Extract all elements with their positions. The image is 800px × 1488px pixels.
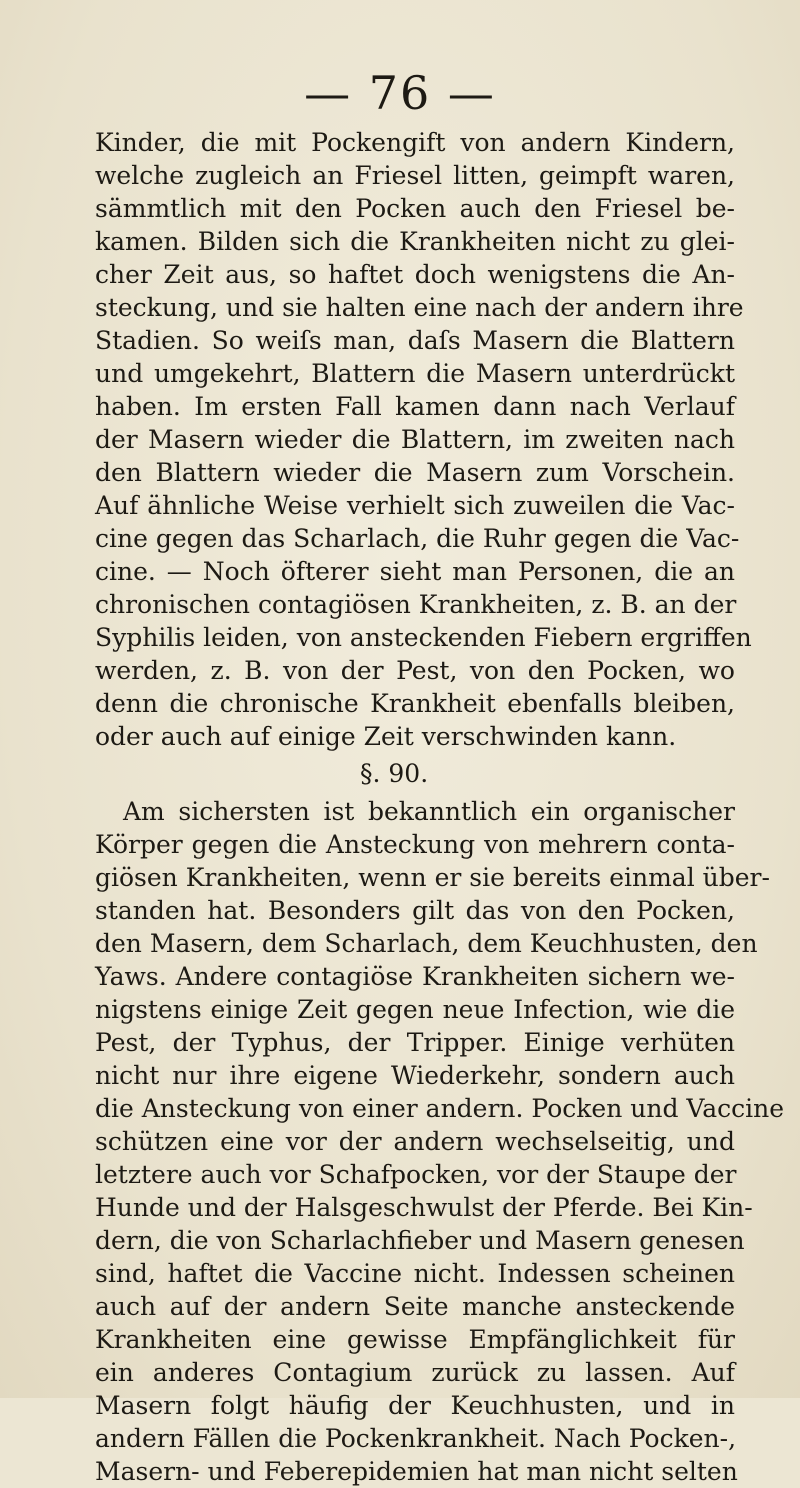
text-line: andern Fällen die Pockenkrankheit. Nach Pocken-, xyxy=(95,1424,737,1453)
text-line: Syphilis leiden, von ansteckenden Fiebern ergriffen xyxy=(95,623,752,652)
text-line: ein anderes Contagium zurück zu lassen. Auf xyxy=(95,1358,735,1387)
text-line: Am sichersten ist bekanntlich ein organischer xyxy=(123,797,735,826)
text-line: Masern folgt häufig der Keuchhusten, und in xyxy=(95,1391,735,1420)
text-line: steckung, und sie halten eine nach der andern ihre xyxy=(95,293,744,322)
text-line: oder auch auf einige Zeit verschwinden kann. xyxy=(95,722,677,751)
text-line: Pest, der Typhus, der Tripper. Einige verhüten xyxy=(95,1028,735,1057)
text-line: auch auf der andern Seite manche ansteckende xyxy=(95,1292,735,1321)
text-line: nigstens einige Zeit gegen neue Infection, wie die xyxy=(95,995,735,1024)
text-line: schützen eine vor der andern wechselseitig, und xyxy=(95,1127,735,1156)
text-line: letztere auch vor Schafpocken, vor der Staupe der xyxy=(95,1160,737,1189)
text-line: kamen. Bilden sich die Krankheiten nicht zu glei- xyxy=(95,227,735,256)
text-line: Krankheiten eine gewisse Empfänglichkeit für xyxy=(95,1325,735,1354)
page-number: — 76 — xyxy=(304,66,496,120)
paragraph-2 xyxy=(95,795,784,1488)
text-line: dern, die von Scharlachfieber und Masern genesen xyxy=(95,1226,745,1255)
text-line: sämmtlich mit den Pocken auch den Friesel be- xyxy=(95,194,735,223)
text-line: Körper gegen die Ansteckung von mehrern conta- xyxy=(95,830,735,859)
text-line: cine. — Noch öfterer sieht man Personen, die an xyxy=(95,557,735,586)
text-line: Kinder, die mit Pockengift von andern Kindern, xyxy=(95,128,735,157)
text-line: chronischen contagiösen Krankheiten, z. B. an der xyxy=(95,590,737,619)
section-heading: §. 90. xyxy=(360,759,429,788)
text-line: cine gegen das Scharlach, die Ruhr gegen die Vac- xyxy=(95,524,740,553)
text-line: standen hat. Besonders gilt das von den Pocken, xyxy=(95,896,735,925)
text-line: Masern- und Feberepidemien hat man nicht selten xyxy=(95,1457,738,1486)
text-line: welche zugleich an Friesel litten, geimpft waren, xyxy=(95,161,735,190)
text-line: der Masern wieder die Blattern, im zweiten nach xyxy=(95,425,735,454)
body-text xyxy=(95,126,784,1488)
text-line: Yaws. Andere contagiöse Krankheiten sichern we- xyxy=(95,962,735,991)
text-line: Hunde und der Halsgeschwulst der Pferde. Bei Kin- xyxy=(95,1193,753,1222)
text-line: die Ansteckung von einer andern. Pocken und Vaccine xyxy=(95,1094,784,1123)
text-line: nicht nur ihre eigene Wiederkehr, sondern auch xyxy=(95,1061,735,1090)
paragraph-1 xyxy=(95,126,752,753)
text-line: haben. Im ersten Fall kamen dann nach Verlauf xyxy=(95,392,735,421)
text-line: und umgekehrt, Blattern die Masern unterdrückt xyxy=(95,359,735,388)
text-line: Stadien. So weiſs man, daſs Masern die Blattern xyxy=(95,326,735,355)
text-line: cher Zeit aus, so haftet doch wenigstens die An- xyxy=(95,260,735,289)
text-line: Auf ähnliche Weise verhielt sich zuweilen die Vac- xyxy=(95,491,735,520)
text-line: den Masern, dem Scharlach, dem Keuchhusten, den xyxy=(95,929,758,958)
text-line: denn die chronische Krankheit ebenfalls bleiben, xyxy=(95,689,735,718)
text-line: giösen Krankheiten, wenn er sie bereits einmal über- xyxy=(95,863,770,892)
text-line: werden, z. B. von der Pest, von den Pocken, wo xyxy=(95,656,735,685)
text-line: den Blattern wieder die Masern zum Vorschein. xyxy=(95,458,735,487)
text-line: sind, haftet die Vaccine nicht. Indessen scheinen xyxy=(95,1259,735,1288)
